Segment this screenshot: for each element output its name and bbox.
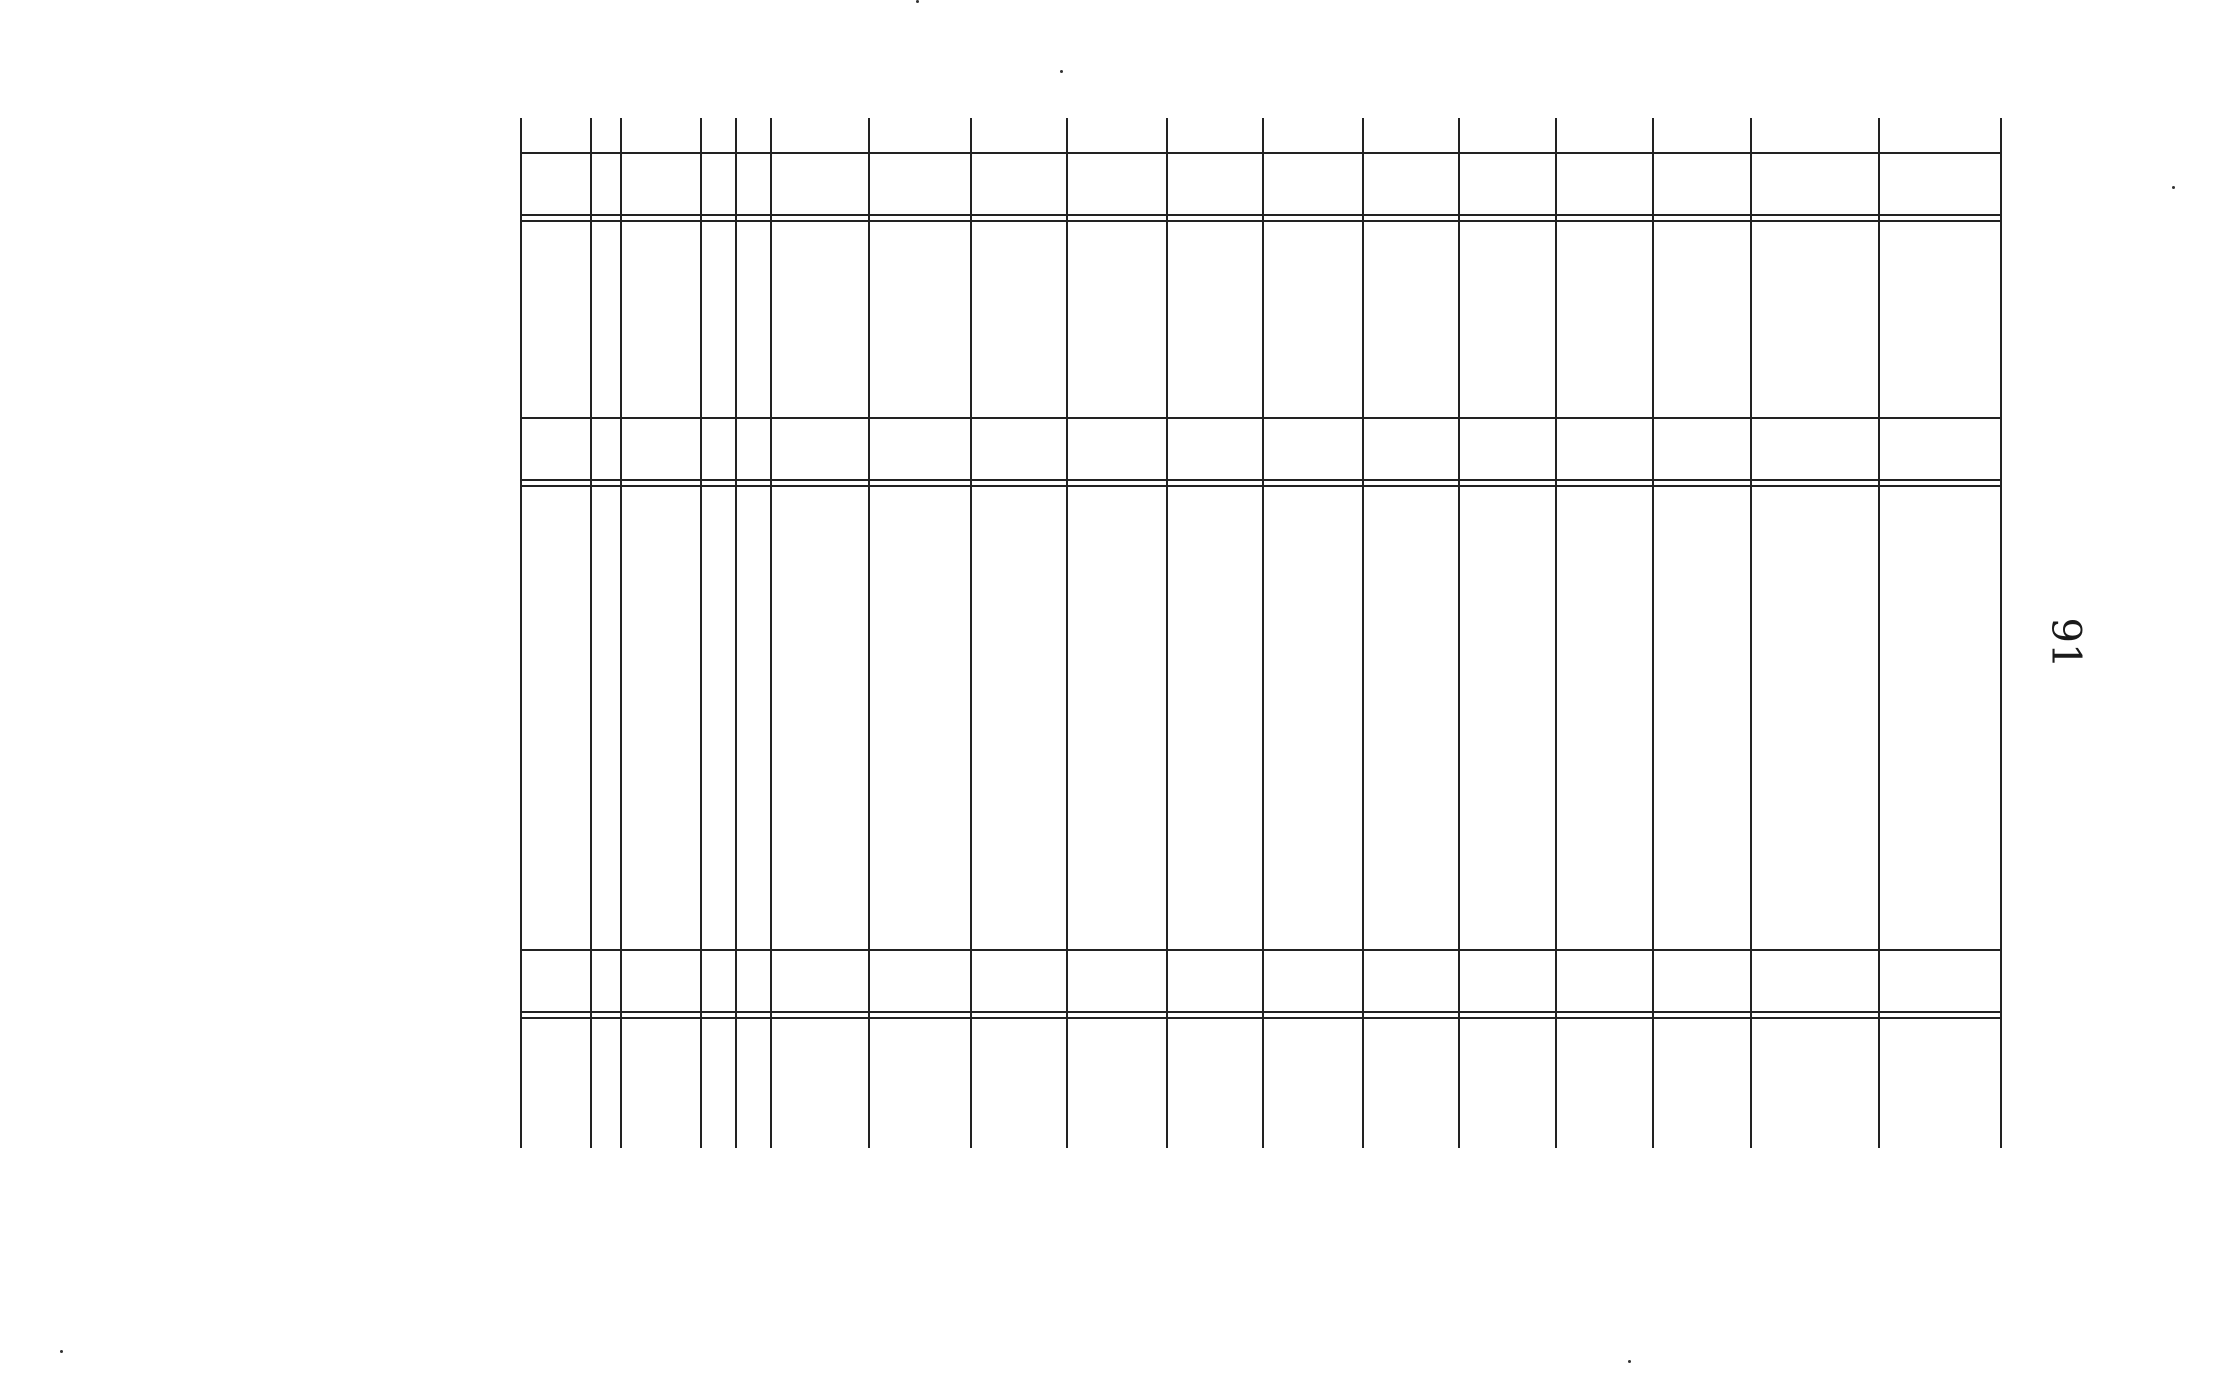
column-rule — [1750, 118, 1752, 1148]
column-rule — [1652, 118, 1654, 1148]
column-rule — [700, 118, 702, 1148]
section-double-rule — [520, 479, 2000, 487]
speck — [1060, 70, 1063, 73]
speck — [1628, 1360, 1631, 1363]
column-rule — [1066, 118, 1068, 1148]
column-rule — [868, 118, 870, 1148]
speck — [60, 1350, 63, 1353]
column-rule — [1362, 118, 1364, 1148]
column-rule — [520, 118, 522, 1148]
column-rule — [1262, 118, 1264, 1148]
column-rule — [1878, 118, 1880, 1148]
section-double-rule — [520, 1011, 2000, 1019]
speck — [916, 0, 919, 3]
column-rule — [590, 118, 592, 1148]
column-rule — [735, 118, 737, 1148]
column-rule — [770, 118, 772, 1148]
total-rule — [520, 152, 2000, 154]
column-rule — [1458, 118, 1460, 1148]
column-rule — [1166, 118, 1168, 1148]
total-rule — [520, 417, 2000, 419]
speck — [2172, 186, 2175, 189]
column-rule — [620, 118, 622, 1148]
column-rule — [970, 118, 972, 1148]
column-rule — [1555, 118, 1557, 1148]
section-double-rule — [520, 214, 2000, 222]
column-rule — [2000, 118, 2002, 1148]
page-number: 91 — [2042, 617, 2089, 669]
total-rule — [520, 949, 2000, 951]
